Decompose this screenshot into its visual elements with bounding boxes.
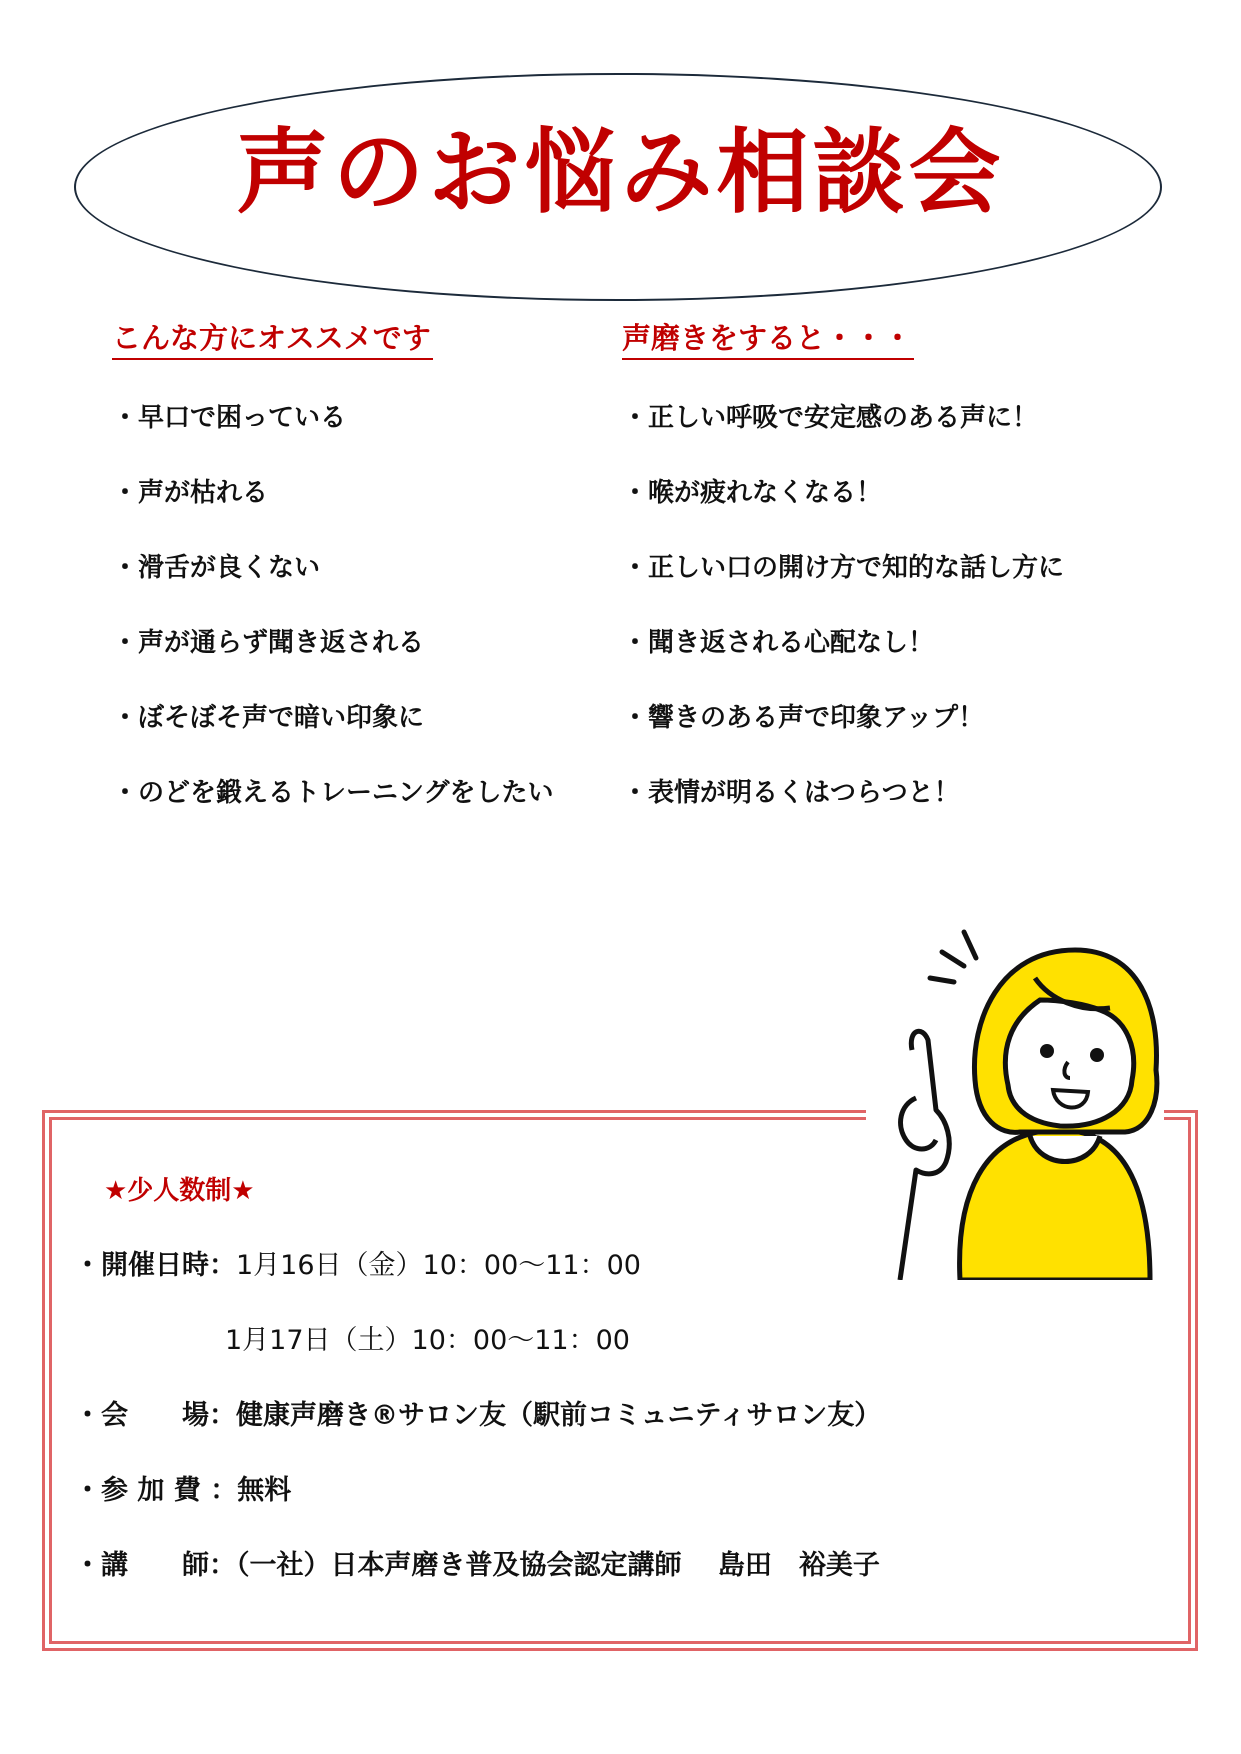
fee-row	[74, 1472, 291, 1510]
small-group-badge: ★少人数制★	[104, 1176, 255, 1206]
benefits-section	[622, 318, 1064, 850]
instructor-label: ・講 師：	[74, 1550, 236, 1581]
venue-value: 健康声磨き®サロン友（駅前コミュニティサロン友）	[236, 1400, 882, 1431]
list-item: ・正しい口の開け方で知的な話し方に	[622, 553, 1065, 583]
recommended-for-list	[112, 400, 553, 811]
list-item: ・喉が疲れなくなる！	[622, 478, 883, 508]
datetime-row	[74, 1247, 641, 1285]
fee-value: 無料	[237, 1475, 292, 1506]
fee-label: ・参 加 費 ：	[74, 1475, 238, 1506]
list-item: ・声が通らず聞き返される	[112, 628, 425, 658]
list-item: ・早口で困っている	[112, 403, 347, 433]
date-1: 1月16日（金）10：00～11：00	[236, 1250, 641, 1281]
benefits-list	[622, 400, 1064, 811]
datetime-row-2	[225, 1322, 630, 1360]
list-item: ・声が枯れる	[112, 478, 269, 508]
venue-row	[74, 1397, 881, 1435]
benefits-heading: 声磨きをすると・・・	[622, 318, 914, 360]
list-item: ・のどを鍛えるトレーニングをしたい	[112, 778, 554, 808]
venue-label: ・会 場：	[74, 1400, 236, 1431]
instructor-value: （一社）日本声磨き普及協会認定講師 島田 裕美子	[236, 1550, 880, 1581]
list-item: ・響きのある声で印象アップ！	[622, 703, 985, 733]
date-2: 1月17日（土）10：00～11：00	[225, 1325, 630, 1356]
recommended-for-section	[112, 318, 553, 850]
list-item: ・ぼそぼそ声で暗い印象に	[112, 703, 425, 733]
instructor-row	[74, 1547, 880, 1585]
recommended-for-heading: こんな方にオススメです	[112, 318, 433, 360]
datetime-label: ・開催日時：	[74, 1250, 236, 1281]
page-title: 声のお悩み相談会	[236, 119, 1005, 226]
woman-pointing-up-icon	[860, 900, 1160, 1280]
list-item: ・聞き返される心配なし！	[622, 628, 935, 658]
list-item: ・正しい呼吸で安定感のある声に！	[622, 403, 1039, 433]
list-item: ・滑舌が良くない	[112, 553, 321, 583]
list-item: ・表情が明るくはつらつと！	[622, 778, 960, 808]
